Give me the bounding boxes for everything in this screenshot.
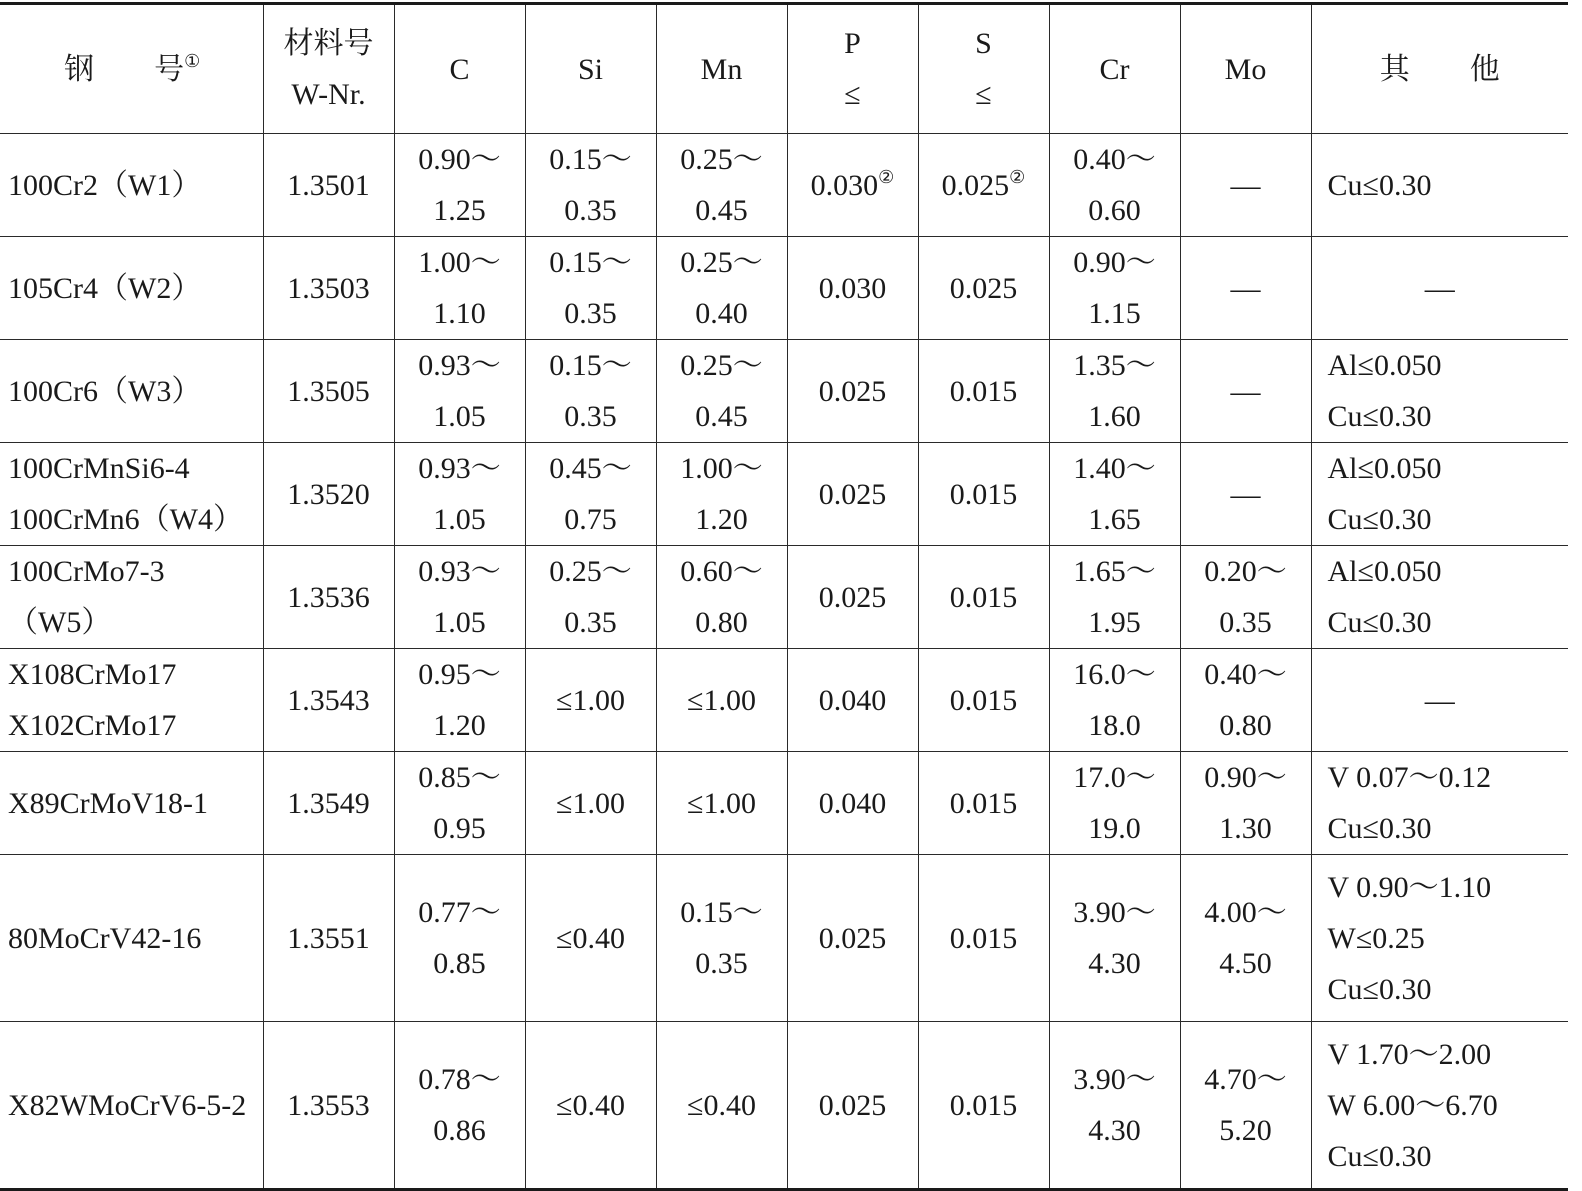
cell-s [918,1022,1049,1190]
cell-mn [656,237,787,340]
cell-c [394,340,525,443]
cell-line: 0.030 [818,271,887,305]
cell-line: 0.95～ [418,658,501,691]
cell-line: ≤0.40 [687,1088,756,1122]
cell-line: 1.15 [1088,297,1141,330]
cell-line: 100CrMnSi6-4 [8,452,190,485]
cell-grade [0,340,263,443]
header-grade: 钢 号① [0,4,263,134]
cell-line: 0.35 [564,606,617,639]
cell-line: 0.040 [818,683,887,717]
footnote-2-marker: ② [878,166,895,187]
cell-line: 1.3551 [287,921,370,955]
steel-composition-table [0,2,1568,1191]
cell-line: Cu≤0.30 [1327,503,1432,536]
cell-si [525,443,656,546]
cell-line: 0.45 [695,194,748,227]
cell-line: 0.90～ [418,143,501,176]
cell-si [525,855,656,1022]
cell-wnr [263,237,394,340]
cell-line: 0.90～ [1204,761,1287,794]
cell-line: 0.015 [949,786,1018,820]
cell-line: 0.60～ [680,555,763,588]
cell-line: 1.65～ [1073,555,1156,588]
cell-wnr [263,1022,394,1190]
cell-line: 1.60 [1088,400,1141,433]
cell-line: W≤0.25 [1327,921,1425,955]
cell-cr [1049,134,1180,237]
cell-line: 1.05 [433,503,486,536]
cell-line: 1.3501 [287,168,370,202]
cell-cr [1049,752,1180,855]
cell-cr [1049,340,1180,443]
cell-line: 0.95 [433,812,486,845]
cell-p [787,237,918,340]
cell-mn [656,752,787,855]
cell-line: 1.3503 [287,271,370,305]
cell-line: V 1.70～2.00 [1327,1037,1492,1071]
cell-line: 1.40～ [1073,452,1156,485]
cell-p [787,134,918,237]
cell-c [394,752,525,855]
cell-line: ≤0.40 [556,921,625,955]
cell-line: 0.15～ [680,896,763,929]
cell-line: Cu≤0.30 [1327,400,1432,433]
cell-other [1311,237,1568,340]
cell-line: Cu≤0.30 [1327,812,1432,845]
cell-line: 0.35 [1219,606,1272,639]
cell-line: 0.45～ [549,452,632,485]
cell-cr [1049,649,1180,752]
cell-p [787,752,918,855]
cell-line: 0.015 [949,477,1018,511]
cell-p [787,443,918,546]
cell-line: X108CrMo17 [8,658,177,691]
cell-mo [1180,443,1311,546]
cell-wnr [263,340,394,443]
cell-grade [0,752,263,855]
cell-mo [1180,134,1311,237]
cell-line: Al≤0.050 [1327,555,1442,588]
cell-other [1311,134,1568,237]
cell-grade [0,546,263,649]
header-mo: Mo [1180,4,1311,134]
cell-c [394,1022,525,1190]
table-row [0,752,1568,855]
cell-line: 1.10 [433,297,486,330]
cell-line: 1.00～ [680,452,763,485]
cell-line: 0.75 [564,503,617,536]
cell-line: 1.05 [433,606,486,639]
cell-si [525,134,656,237]
cell-line: 0.85～ [418,761,501,794]
cell-c [394,649,525,752]
cell-si [525,546,656,649]
cell-grade [0,1022,263,1190]
cell-line: 0.030 [810,168,879,202]
cell-line: 0.025 [941,168,1010,202]
cell-line: 100CrMo7-3 [8,555,165,588]
cell-line: 1.95 [1088,606,1141,639]
cell-line: 0.40～ [1073,143,1156,176]
cell-line: 0.85 [433,947,486,980]
table-row [0,443,1568,546]
cell-mo [1180,1022,1311,1190]
cell-line: 4.30 [1088,947,1141,980]
header-mn: Mn [656,4,787,134]
cell-grade [0,134,263,237]
cell-line: 0.15～ [549,246,632,279]
cell-line: 4.00～ [1204,896,1287,929]
cell-line: ≤1.00 [687,683,756,717]
cell-line: 1.20 [695,503,748,536]
cell-c [394,855,525,1022]
cell-line: 0.35 [564,400,617,433]
cell-line: 0.78～ [418,1063,501,1096]
cell-other [1311,340,1568,443]
cell-line: — [1230,477,1261,511]
header-p: P ≤ [787,4,918,134]
cell-c [394,443,525,546]
cell-mo [1180,752,1311,855]
cell-other [1311,855,1568,1022]
cell-line: 0.60 [1088,194,1141,227]
cell-line: 100Cr2（W1） [8,168,202,202]
table-row [0,340,1568,443]
cell-line: 1.00～ [418,246,501,279]
cell-line: ≤1.00 [687,786,756,820]
cell-line: （W5） [8,606,112,639]
cell-p [787,546,918,649]
table-row [0,546,1568,649]
table-row [0,649,1568,752]
cell-cr [1049,443,1180,546]
cell-wnr [263,443,394,546]
cell-line: 4.50 [1219,947,1272,980]
cell-line: 19.0 [1088,812,1141,845]
cell-line: 0.015 [949,580,1018,614]
footnote-2-marker: ② [1009,166,1026,187]
cell-line: 0.25～ [549,555,632,588]
cell-s [918,546,1049,649]
cell-other [1311,443,1568,546]
cell-line: Cu≤0.30 [1327,1139,1432,1173]
cell-line: Cu≤0.30 [1327,972,1432,1006]
cell-grade [0,443,263,546]
cell-line: 17.0～ [1073,761,1156,794]
cell-line: — [1424,683,1455,717]
cell-s [918,134,1049,237]
cell-line: 0.025 [949,271,1018,305]
cell-line: W 6.00～6.70 [1327,1088,1498,1122]
cell-line: 100CrMn6（W4） [8,503,243,536]
cell-line: 1.25 [433,194,486,227]
header-other: 其 他 [1311,4,1568,134]
cell-c [394,237,525,340]
cell-wnr [263,752,394,855]
cell-line: V 0.07～0.12 [1327,761,1492,794]
cell-line: Cu≤0.30 [1327,606,1432,639]
cell-line: 0.93～ [418,349,501,382]
cell-mn [656,546,787,649]
cell-c [394,546,525,649]
cell-line: 0.015 [949,1088,1018,1122]
cell-s [918,649,1049,752]
cell-mn [656,649,787,752]
header-c: C [394,4,525,134]
cell-line: 1.05 [433,400,486,433]
table-row [0,1022,1568,1190]
cell-s [918,340,1049,443]
cell-line: 0.015 [949,374,1018,408]
cell-line: 0.015 [949,683,1018,717]
cell-cr [1049,237,1180,340]
header-cr: Cr [1049,4,1180,134]
cell-line: 0.025 [818,374,887,408]
cell-p [787,340,918,443]
cell-other [1311,1022,1568,1190]
cell-mo [1180,340,1311,443]
cell-line: 1.3553 [287,1088,370,1122]
cell-si [525,649,656,752]
cell-line: 1.3520 [287,477,370,511]
cell-line: 4.30 [1088,1114,1141,1147]
cell-mo [1180,855,1311,1022]
cell-line: Al≤0.050 [1327,349,1442,382]
cell-line: 1.20 [433,709,486,742]
cell-mo [1180,237,1311,340]
cell-line: 1.3505 [287,374,370,408]
cell-grade [0,237,263,340]
cell-line: Cu≤0.30 [1327,168,1432,202]
cell-line: 5.20 [1219,1114,1272,1147]
cell-line: X89CrMoV18-1 [8,786,208,820]
cell-line: 80MoCrV42-16 [8,921,202,955]
cell-line: 0.025 [818,580,887,614]
cell-line: 0.35 [564,297,617,330]
cell-line: 0.25～ [680,143,763,176]
cell-line: — [1424,271,1455,305]
cell-s [918,752,1049,855]
header-row [0,4,1568,134]
cell-line: V 0.90～1.10 [1327,870,1492,904]
cell-c [394,134,525,237]
cell-other [1311,546,1568,649]
cell-wnr [263,546,394,649]
table-row [0,134,1568,237]
cell-line: 18.0 [1088,709,1141,742]
cell-si [525,1022,656,1190]
cell-line: 0.25～ [680,246,763,279]
cell-si [525,237,656,340]
cell-wnr [263,649,394,752]
cell-line: 105Cr4（W2） [8,271,202,305]
cell-line: 0.025 [818,477,887,511]
cell-s [918,855,1049,1022]
cell-s [918,237,1049,340]
cell-line: 4.70～ [1204,1063,1287,1096]
header-material-no: 材料号 W-Nr. [263,4,394,134]
cell-line: 0.25～ [680,349,763,382]
cell-line: 0.45 [695,400,748,433]
table-row [0,855,1568,1022]
cell-line: 100Cr6（W3） [8,374,202,408]
header-s: S ≤ [918,4,1049,134]
cell-line: 1.30 [1219,812,1272,845]
cell-mo [1180,649,1311,752]
cell-cr [1049,1022,1180,1190]
cell-line: ≤1.00 [556,683,625,717]
cell-cr [1049,855,1180,1022]
cell-line: 0.040 [818,786,887,820]
table-row [0,237,1568,340]
cell-cr [1049,546,1180,649]
cell-mn [656,1022,787,1190]
cell-other [1311,649,1568,752]
cell-p [787,649,918,752]
cell-mn [656,443,787,546]
cell-line: 1.35～ [1073,349,1156,382]
cell-line: 0.20～ [1204,555,1287,588]
cell-line: 0.90～ [1073,246,1156,279]
cell-line: 0.93～ [418,452,501,485]
cell-line: 0.025 [818,1088,887,1122]
cell-line: 0.15～ [549,143,632,176]
cell-line: 1.3543 [287,683,370,717]
cell-p [787,855,918,1022]
cell-line: 1.3536 [287,580,370,614]
footnote-1-marker: ① [184,50,201,71]
cell-mn [656,340,787,443]
cell-line: 0.77～ [418,896,501,929]
cell-line: — [1230,374,1261,408]
header-si: Si [525,4,656,134]
cell-line: X102CrMo17 [8,709,177,742]
cell-line: 0.025 [818,921,887,955]
cell-grade [0,855,263,1022]
cell-wnr [263,855,394,1022]
cell-line: 0.35 [564,194,617,227]
cell-line: 0.15～ [549,349,632,382]
cell-line: 0.015 [949,921,1018,955]
cell-line: 16.0～ [1073,658,1156,691]
cell-grade [0,649,263,752]
cell-line: 3.90～ [1073,1063,1156,1096]
cell-si [525,752,656,855]
cell-line: Al≤0.050 [1327,452,1442,485]
cell-mn [656,855,787,1022]
cell-line: 1.3549 [287,786,370,820]
cell-line: 1.65 [1088,503,1141,536]
cell-other [1311,752,1568,855]
cell-line: 0.80 [1219,709,1272,742]
cell-line: — [1230,271,1261,305]
cell-mn [656,134,787,237]
cell-line: 0.40 [695,297,748,330]
cell-wnr [263,134,394,237]
cell-line: 3.90～ [1073,896,1156,929]
cell-line: 0.93～ [418,555,501,588]
cell-si [525,340,656,443]
cell-p [787,1022,918,1190]
cell-line: ≤1.00 [556,786,625,820]
cell-line: 0.35 [695,947,748,980]
cell-line: X82WMoCrV6-5-2 [8,1088,247,1122]
cell-line: 0.86 [433,1114,486,1147]
cell-line: ≤0.40 [556,1088,625,1122]
cell-line: 0.80 [695,606,748,639]
cell-s [918,443,1049,546]
cell-mo [1180,546,1311,649]
cell-line: — [1230,168,1261,202]
cell-line: 0.40～ [1204,658,1287,691]
